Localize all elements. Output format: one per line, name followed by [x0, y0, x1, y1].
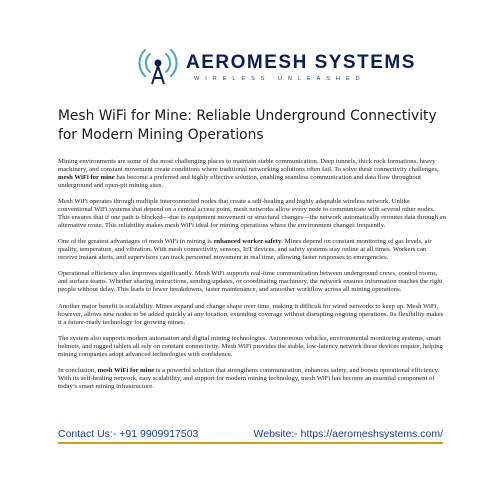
wifi-antenna-icon — [138, 48, 178, 86]
article-paragraph — [58, 238, 446, 262]
contact-phone[interactable]: Contact Us:- +91 9909917503 — [58, 428, 199, 440]
bold-text: mesh WiFi for mine — [58, 173, 115, 181]
brand-logo — [138, 48, 416, 88]
article-paragraph — [58, 198, 446, 230]
brand-tagline: WIRELESS UNLEASHED — [194, 76, 366, 82]
article-paragraph — [58, 158, 446, 190]
article-paragraph — [58, 367, 446, 391]
paragraph-text: . Mines depend on constant monitoring of gas levels, air quality, temperature, and vibration. With mesh connectivity, sensors, IoT devices, and safety systems stay online at all times. Workers can receive instant alerts, and supervisors can track personnel movement in real time, allowing faster responses to emergencies. — [58, 238, 432, 262]
paragraph-text: The system also supports modern automation and digital mining technologies. Autonomous vehicles, environmental monitoring systems, smart helmets, and rugged tablets all rely on constant connectivity. Mesh WiFi provides the stable, low-latency network these devices require, helping mining companies adopt advanced technologies with confidence. — [58, 334, 443, 358]
paragraph-text: Another major benefit is scalability. Mines expand and change shape over time, making it difficult for wired networks to keep up. Mesh WiFi, however, allows new nodes to be added quickly at any location, extending coverage without disrupting ongoing operations. Its flexibility makes it a future-ready technology for growing mines. — [58, 302, 444, 326]
paragraph-text: One of the greatest advantages of mesh WiFi in mining is — [58, 238, 214, 246]
article-paragraph — [58, 303, 446, 327]
website-link[interactable]: Website:- https://aeromeshsystems.com/ — [253, 428, 443, 440]
paragraph-text: has become a preferred and highly effective solution, enabling seamless communication and data flow throughout underground and open-pit mining sites. — [58, 173, 421, 189]
footer-divider — [58, 442, 443, 444]
bold-text: mesh WiFi for mine — [97, 367, 155, 375]
paragraph-text: Mesh WiFi operates through multiple interconnected nodes that create a self-healing and highly adaptable wireless network. Unlike conventional WiFi systems that depend on a central access point, mesh networks allow every node to communicate with several other nodes. This ensures that if one path is blocked—due to equipment movement or structural changes—the network automatically reroutes data through an alternative route. This reliability makes mesh WiFi ideal for mining operations where the environment changes frequently. — [58, 198, 446, 229]
paragraph-text: Operational efficiency also improves significantly. Mesh WiFi supports real-time communication between underground crews, control rooms, and surface teams. Whether sharing instructions, sending updates, or coordinating machinery, the network ensures information reaches the right people without delay. This leads to fewer breakdowns, faster maintenance, and smoother workflow across all mining operations. — [58, 270, 443, 294]
brand-name: AEROMESH SYSTEMS — [186, 52, 416, 73]
article-paragraph — [58, 270, 446, 294]
article-body — [58, 158, 446, 399]
bold-text: enhanced worker safety — [213, 238, 282, 246]
paragraph-text: In conclusion, — [58, 367, 98, 375]
footer — [58, 428, 443, 442]
paragraph-text: Mining environments are some of the most challenging places to maintain stable communication. Deep tunnels, thick rock formations, heavy machinery, and constant movement create conditions where traditional networking solutions often fail. To solve these connectivity challenges, — [58, 158, 439, 173]
article-title: Mesh WiFi for Mine: Reliable Underground Connectivity for Modern Mining Operations — [58, 108, 437, 143]
paragraph-text: is a powerful solution that strengthens communication, enhances safety, and boosts operational efficiency. With its self-healing network, easy scalability, and support for modern mining technology, mesh WiFi has become an essential component of today’s smart mining infrastructure. — [58, 367, 440, 390]
article-paragraph — [58, 335, 446, 359]
